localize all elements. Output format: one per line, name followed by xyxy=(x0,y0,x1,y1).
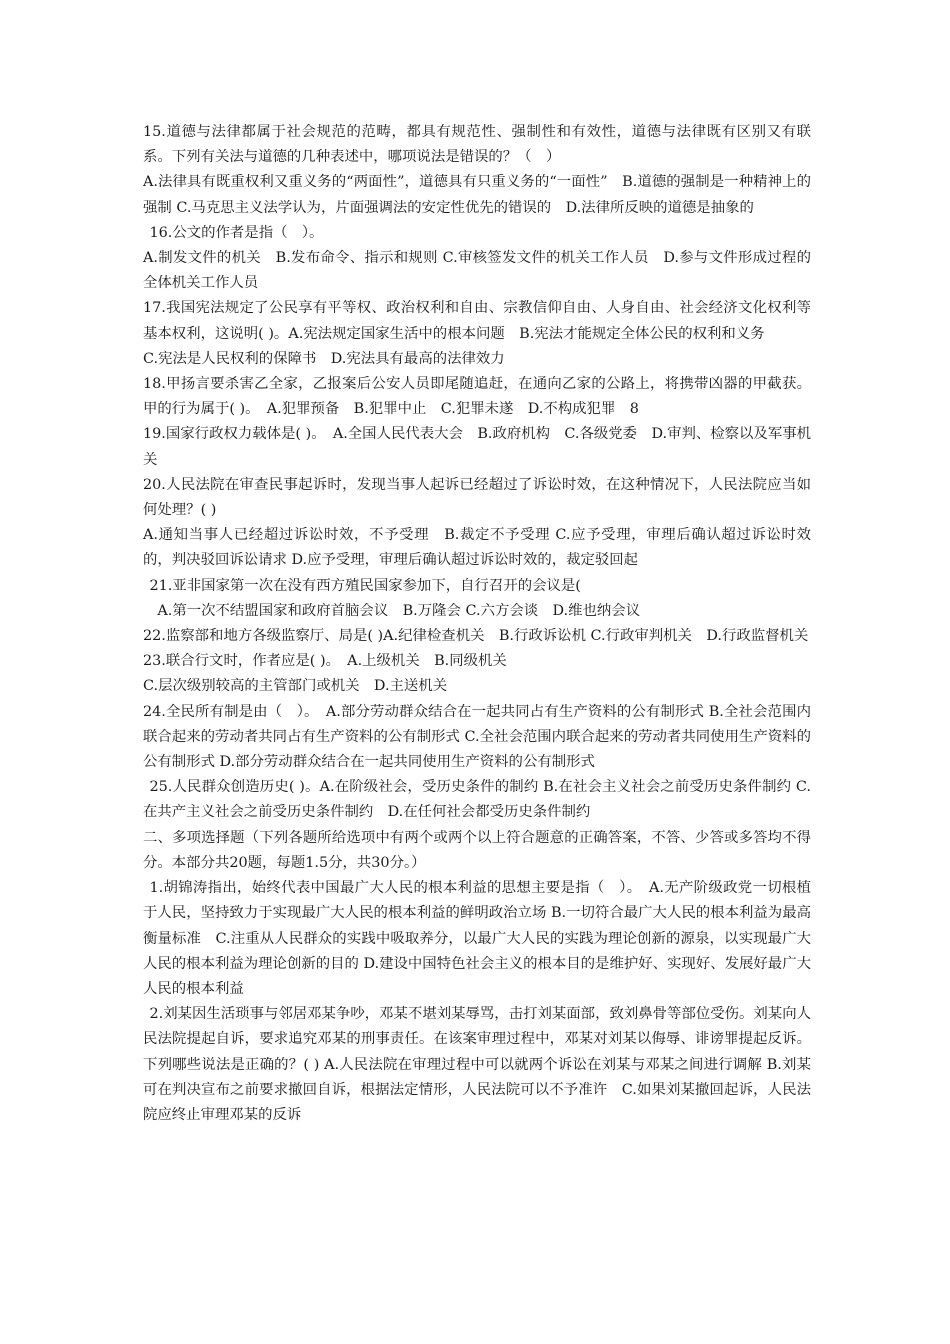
multi-question-2: 2.刘某因生活琐事与邻居邓某争吵，邓某不堪刘某辱骂，击打刘某面部，致刘鼻骨等部位受伤。刘某向人民法院提起自诉，要求追究邓某的刑事责任。在该案审理过程中，邓某对刘某以侮辱、诽谤罪提起反诉。下列哪些说法是正确的？( ) A.人民法院在审理过程中可以就两个诉讼在刘某与邓某之间进行调解 B.刘某可在判决宣布之前要求撤回自诉，根据法定情形，人民法院可以不予准许 C.如果刘某撤回起诉，人民法院应终止审理邓某的反诉 xyxy=(143,1006,811,1123)
question-19: 19.国家行政权力载体是( )。 A.全国人民代表大会 B.政府机构 C.各级党委 D.审判、检察以及军事机关 xyxy=(143,426,811,468)
question-15-options: A.法律具有既重权利又重义务的“两面性”，道德具有只重义务的“一面性” B.道德的强制是一种精神上的强制 C.马克思主义法学认为，片面强调法的安定性优先的错误的 D.法律所反映的道德是抽象的 xyxy=(143,174,811,216)
question-25: 25.人民群众创造历史( )。A.在阶级社会，受历史条件的制约 B.在社会主义社会之前受历史条件制约 C.在共产主义社会之前受历史条件制约 D.在任何社会都受历史条件制约 xyxy=(143,779,811,821)
question-16-stem: 16.公文的作者是指（ ）。 xyxy=(149,224,324,241)
question-22: 22.监察部和地方各级监察厅、局是( )A.纪律检查机关 B.行政诉讼机 C.行政审判机关 D.行政监督机关 xyxy=(143,628,809,645)
question-20-options: A.通知当事人已经超过诉讼时效，不予受理 B.裁定不予受理 C.应予受理，审理后确认超过诉讼时效的，判决驳回诉讼请求 D.应予受理，审理后确认超过诉讼时效的，裁定驳回起 xyxy=(143,527,811,569)
question-18: 18.甲扬言要杀害乙全家，乙报案后公安人员即尾随追赶，在通向乙家的公路上，将携带凶器的甲截获。甲的行为属于( )。 A.犯罪预备 B.犯罪中止 C.犯罪未遂 D.不构成犯罪 8 xyxy=(143,376,811,418)
question-24: 24.全民所有制是由（ ）。 A.部分劳动群众结合在一起共同占有生产资料的公有制形式 B.全社会范围内联合起来的劳动者共同占有生产资料的公有制形式 C.全社会范围内联合起来的劳动者共同使用生产资料的公有制形式 D.部分劳动群众结合在一起共同使用生产资料的公有制形式 xyxy=(143,703,811,771)
question-21-stem: 21.亚非国家第一次在没有西方殖民国家参加下，自行召开的会议是( xyxy=(149,577,581,594)
question-23-stem: 23.联合行文时，作者应是( )。 A.上级机关 B.同级机关 xyxy=(143,653,507,670)
question-15-stem: 15.道德与法律都属于社会规范的范畴，都具有规范性、强制性和有效性，道德与法律既有区别又有联系。下列有关法与道德的几种表述中，哪项说法是错误的？（ ） xyxy=(143,124,811,166)
multi-question-1: 1.胡锦涛指出，始终代表中国最广大人民的根本利益的思想主要是指（ ）。 A.无产阶级政党一切根植于人民，坚持致力于实现最广大人民的根本利益的鲜明政治立场 B.一切符合最广大人民的根本利益为最高衡量标准 C.注重从人民群众的实践中吸取养分，以最广大人民的实践为理论创新的源泉，以实现最广大人民的根本利益为理论创新的目的 D.建设中国特色社会主义的根本目的是维护好、实现好、发展好最广大人民的根本利益 xyxy=(143,880,811,997)
document-page xyxy=(143,120,811,1128)
section-heading-multiple-choice: 二、多项选择题（下列各题所给选项中有两个或两个以上符合题意的正确答案，不答、少答或多答均不得分。本部分共20题，每题1.5分，共30分。） xyxy=(143,829,811,871)
question-16-options: A.制发文件的机关 B.发布命令、指示和规则 C.审核签发文件的机关工作人员 D.参与文件形成过程的全体机关工作人员 xyxy=(143,250,811,292)
question-23-options: C.层次级别较高的主管部门或机关 D.主送机关 xyxy=(143,678,448,695)
question-17-options: C.宪法是人民权利的保障书 D.宪法具有最高的法律效力 xyxy=(143,350,505,367)
question-20-stem: 20.人民法院在审查民事起诉时，发现当事人起诉已经超过了诉讼时效，在这种情况下，人民法院应当如何处理？( ) xyxy=(143,476,811,519)
question-21-options: A.第一次不结盟国家和政府首脑会议 B.万隆会 C.六方会谈 D.维也纳会议 xyxy=(157,602,641,619)
question-17-stem: 17.我国宪法规定了公民享有平等权、政治权利和自由、宗教信仰自由、人身自由、社会经济文化权利等基本权利，这说明( )。A.宪法规定国家生活中的根本问题 B.宪法才能规定全体公民的权利和义务 xyxy=(143,300,811,342)
